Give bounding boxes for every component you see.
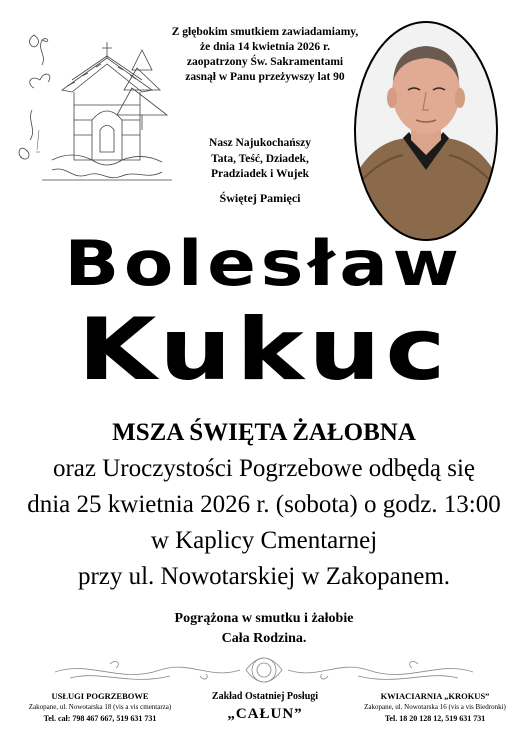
- footer-company-type: Zakład Ostatniej Posługi: [211, 691, 319, 702]
- footer-phone: Tel. cał: 798 467 667, 519 631 731: [43, 714, 157, 723]
- footer-phone: Tel. 18 20 128 12, 519 631 731: [384, 714, 486, 723]
- mass-line: w Kaplicy Cmentarnej: [150, 527, 378, 554]
- mass-heading: MSZA ŚWIĘTA ŻAŁOBNA: [112, 419, 416, 446]
- funeral-home-info: [190, 690, 340, 724]
- announcement-line: zasnął w Panu przeżywszy lat 90: [185, 71, 345, 83]
- relations-line: Nasz Najukochańszy: [209, 137, 311, 149]
- deceased-first-name: Bolesław: [64, 227, 464, 300]
- announcement-line: że dnia 14 kwietnia 2026 r.: [200, 41, 330, 53]
- portrait-photo: [353, 20, 499, 242]
- announcement: [150, 25, 380, 85]
- footer-address: Zakopane, ul. Nowotarska 18 (vis a vis cmentarza): [28, 703, 172, 711]
- footer-company-name: „CAŁUN”: [227, 706, 303, 722]
- announcement-line: zaopatrzony Św. Sakramentami: [186, 56, 344, 68]
- relations-line: Pradziadek i Wujek: [211, 168, 309, 180]
- relations: [190, 136, 330, 183]
- mass-line: dnia 25 kwietnia 2026 r. (sobota) o godz. 13:00: [27, 491, 501, 518]
- deceased-last-name: Kukuc: [77, 300, 451, 400]
- mass-info: [0, 415, 528, 595]
- funeral-services-info: [15, 690, 185, 725]
- relations-line: Tata, Teść, Dziadek,: [211, 152, 309, 165]
- memory-label: Świętej Pamięci: [219, 191, 301, 205]
- mourning-line: Pogrążona w smutku i żałobie: [174, 611, 354, 626]
- mourning-signature: [0, 609, 528, 649]
- footer-company-name: KWIACIARNIA „KROKUS”: [380, 691, 490, 701]
- footer-address: Zakopane, ul. Nowotarska 16 (vis a vis Biedronki): [364, 703, 506, 711]
- florist-info: [350, 690, 520, 725]
- mass-line: oraz Uroczystości Pogrzebowe odbędą się: [52, 455, 476, 482]
- mass-line: przy ul. Nowotarskiej w Zakopanem.: [77, 563, 451, 590]
- footer-company-name: USŁUGI POGRZEBOWE: [51, 691, 149, 701]
- ornamental-divider: [50, 650, 478, 690]
- announcement-line: Z głębokim smutkiem zawiadamiamy,: [171, 26, 359, 38]
- mourning-line: Cała Rodzina.: [221, 631, 307, 646]
